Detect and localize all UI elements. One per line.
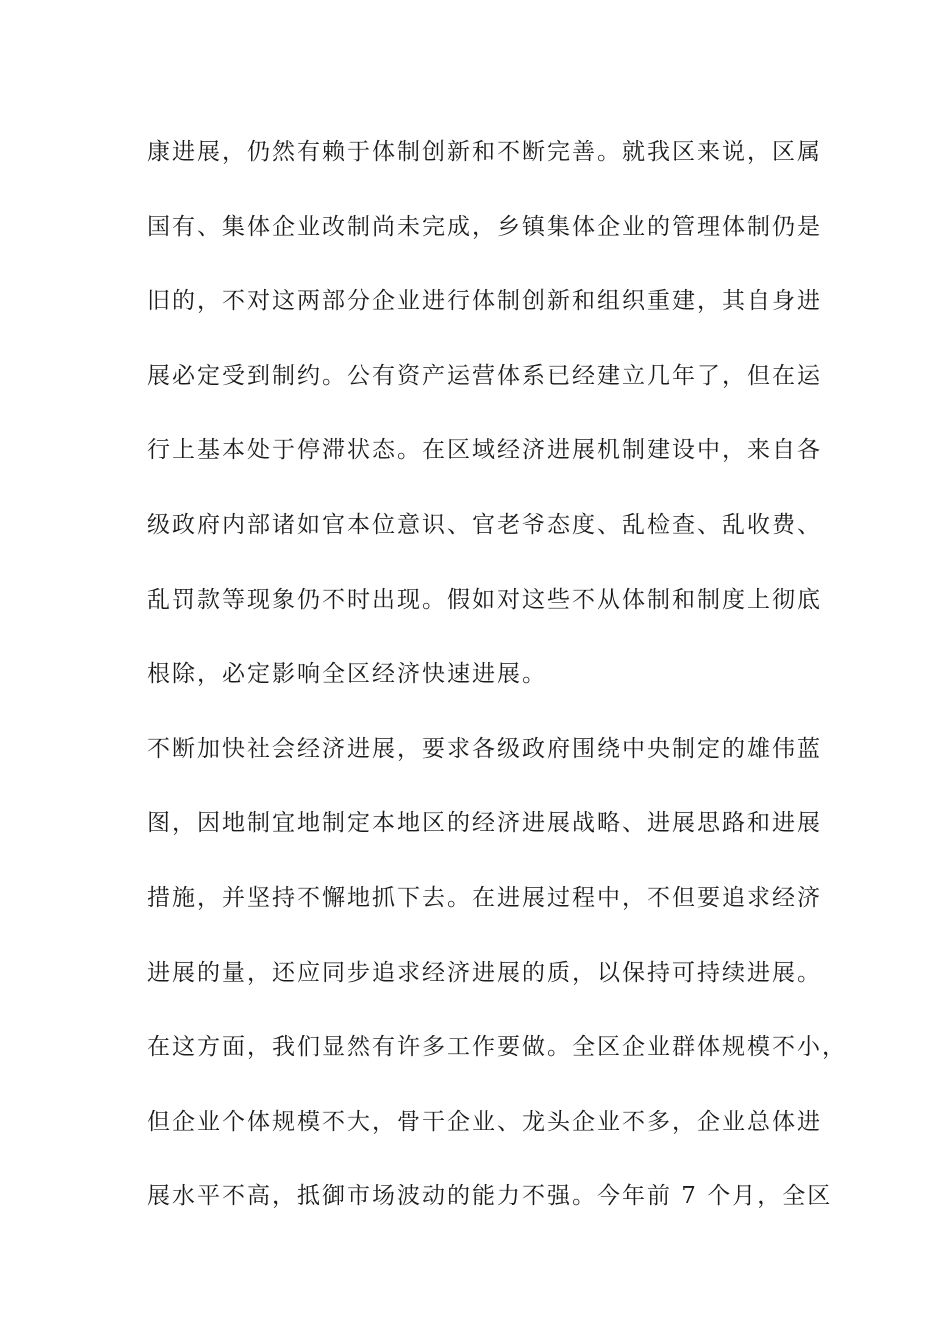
text-line: 但企业个体规模不大，骨干企业、龙头企业不多，企业总体进 xyxy=(147,1108,822,1135)
text-line: 在这方面，我们显然有许多工作要做。全区企业群体规模不小， xyxy=(147,1034,847,1061)
text-line: 根除，必定影响全区经济快速进展。 xyxy=(147,661,547,688)
text-line: 措施，并坚持不懈地抓下去。在进展过程中，不但要追求经济 xyxy=(147,884,822,911)
text-line: 图，因地制宜地制定本地区的经济进展战略、进展思路和进展 xyxy=(147,810,822,837)
text-line: 旧的，不对这两部分企业进行体制创新和组织重建，其自身进 xyxy=(147,288,822,315)
body-text xyxy=(147,132,847,1251)
text-line: 不断加快社会经济进展，要求各级政府围绕中央制定的雄伟蓝 xyxy=(147,735,822,762)
text-line: 乱罚款等现象仍不时出现。假如对这些不从体制和制度上彻底 xyxy=(147,586,822,613)
text-line: 进展的量，还应同步追求经济进展的质，以保持可持续进展。 xyxy=(147,959,822,986)
text-line: 国有、集体企业改制尚未完成，乡镇集体企业的管理体制仍是 xyxy=(147,213,822,240)
text-line: 展水平不高，抵御市场波动的能力不强。今年前 7 个月，全区 xyxy=(147,1183,833,1210)
text-line: 级政府内部诸如官本位意识、官老爷态度、乱检查、乱收费、 xyxy=(147,511,822,538)
text-line: 展必定受到制约。公有资产运营体系已经建立几年了，但在运 xyxy=(147,362,822,389)
text-line: 康进展，仍然有赖于体制创新和不断完善。就我区来说，区属 xyxy=(147,139,822,165)
text-line: 行上基本处于停滞状态。在区域经济进展机制建设中，来自各 xyxy=(147,437,822,464)
